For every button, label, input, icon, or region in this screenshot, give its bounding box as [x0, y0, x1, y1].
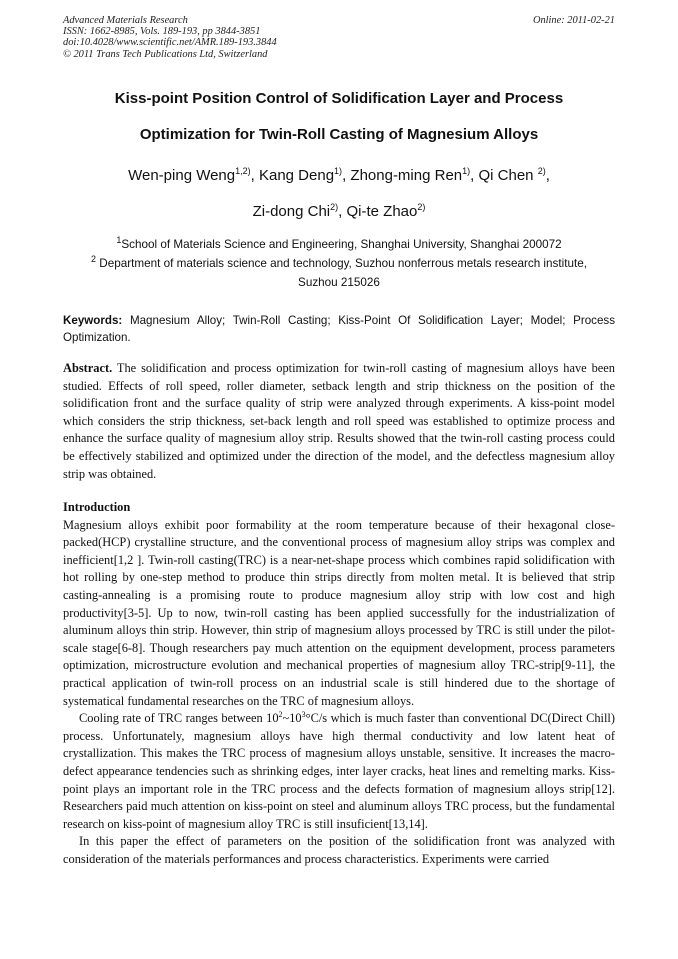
keywords-text: Magnesium Alloy; Twin-Roll Casting; Kiss-Point Of Solidification Layer; Model; Process Optimization.: [63, 314, 615, 344]
abstract: [63, 360, 615, 483]
author-separator: ,: [545, 167, 550, 184]
author-separator: ,: [342, 167, 351, 184]
doi-line: doi:10.4028/www.scientific.net/AMR.189-193.3844: [63, 37, 277, 49]
author-name: Zi-dong Chi: [252, 203, 331, 220]
abstract-label: Abstract.: [63, 361, 113, 375]
journal-header: [63, 15, 615, 60]
affiliation-1: [40, 235, 638, 251]
journal-name: Advanced Materials Research: [63, 15, 188, 26]
author-separator: ,: [250, 167, 259, 184]
author-name: Qi Chen: [478, 167, 538, 184]
introduction-heading: Introduction: [63, 500, 131, 514]
intro-paragraph-3: In this paper the effect of parameters on the position of the solidification front was analyzed with consideration of the materials performances and process characteristics. Experiments were carried: [63, 834, 615, 866]
issn-line: ISSN: 1662-8985, Vols. 189-193, pp 3844-3851: [63, 26, 261, 38]
author-separator: ,: [470, 167, 479, 184]
abstract-text: The solidification and process optimization for twin-roll casting of magnesium alloys have been studied. Effects of roll speed, roller diameter, setback length and strip thickness on the position of the solidification front and the surface quality of strip were analyzed through experiments. A kiss-point model which considers the strip thickness, set-back length and roll speed was established to optimize process and enhance the surface quality of magnesium alloy strip. Results showed that the twin-roll casting process could be effectively stabilized and optimized under the direction of the model, and the defectless magnesium alloy strip was obtained.: [63, 361, 615, 481]
affil-text: Department of materials science and technology, Suzhou nonferrous metals research institute,: [96, 257, 587, 270]
author-name: Wen-ping Weng: [128, 167, 236, 184]
text-run: °C/s which is much faster than conventional DC(Direct Chill) process. Unfortunately, magnesium alloys have high thermal conductivity and low latent heat of crystallization. This makes the TRC process of magnesium alloys unstable, sensitive. It increases the macro-defect appearance tendencies such as shrinking edges, inter layer cracks, heat lines and remelting marks. Kiss-point plays an important role in the TRC process and the defects formation of magnesium alloys strip[12]. Researchers paid much attention on kiss-point on steel and aluminum alloys TRC process, but the fundamental research on kiss-point of magnesium alloy TRC is still insuficient[13,14].: [63, 711, 615, 831]
online-date: Online: 2011-02-21: [532, 15, 615, 26]
author-affil-mark: 2): [330, 202, 339, 212]
author-affil-mark: 2): [417, 202, 426, 212]
title-line-1: Kiss-point Position Control of Solidification Layer and Process: [114, 90, 564, 107]
author-line-2: [40, 203, 638, 220]
exponent: 2: [278, 710, 283, 719]
author-name: Qi-te Zhao: [346, 203, 418, 220]
intro-paragraph-2: [63, 710, 615, 833]
affiliation-2: [40, 254, 638, 270]
author-affil-mark: 1,2): [235, 166, 251, 176]
author-name: Zhong-ming Ren: [350, 167, 463, 184]
author-separator: ,: [338, 203, 347, 220]
text-run: ~10: [282, 711, 302, 726]
intro-paragraph-1: Magnesium alloys exhibit poor formability at the room temperature because of their hexagonal close-packed(HCP) crystalline structure, and the conventional process of magnesium alloy strips was complex and inefficient[1,2 ]. Twin-roll casting(TRC) is a near-net-shape process which combines rapid solidification with hot rolling by one-step method to produce thin strips directly from molten metal. It is believed that strip casting-annealing is a promising route to produce magnesium alloy strip with low cost and high productivity[3-5]. Up to now, twin-roll casting has been applied successfully for the industrialization of aluminum alloys thin strip. However, thin strip of magnesium alloys processed by TRC is still under the pilot-scale stage[6-8]. Though researchers pay much attention on the equipment development, process parameters optimization, microstructure evolution and mechanical properties of magnesium alloy TRC-strip[9-11], the practical application of twin-roll process on an industrial scale is still hindered due to the shortage of systematical fundamental researches on the TRC of magnesium alloys.: [63, 517, 615, 708]
affil-text: School of Materials Science and Engineering, Shanghai University, Shanghai 200072: [121, 238, 562, 251]
introduction-section: [63, 499, 615, 868]
copyright-line: © 2011 Trans Tech Publications Ltd, Switzerland: [63, 48, 268, 60]
text-run: Cooling rate of TRC ranges between 10: [79, 711, 279, 726]
affil-mark: 1: [116, 235, 122, 246]
author-affil-mark: 1): [462, 166, 471, 176]
keywords: [63, 312, 615, 346]
affil-mark: 2: [91, 254, 97, 265]
title-line-2: Optimization for Twin-Roll Casting of Magnesium Alloys: [139, 126, 539, 143]
exponent: 3: [301, 710, 306, 719]
affiliation-2-cont: Suzhou 215026: [298, 276, 380, 289]
author-name: Kang Deng: [258, 167, 335, 184]
author-line-1: [40, 167, 638, 184]
keywords-label: Keywords:: [63, 314, 123, 327]
author-affil-mark: 1): [334, 166, 343, 176]
author-affil-mark: 2): [537, 166, 546, 176]
